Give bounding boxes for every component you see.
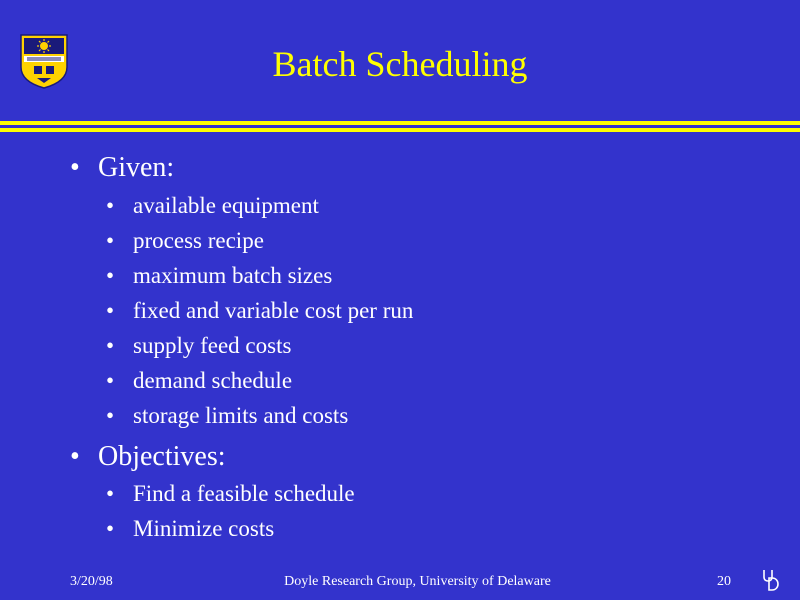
footer-organization: Doyle Research Group, University of Delaware [284,574,551,589]
objectives-list [106,476,355,546]
title-divider-top [0,121,800,125]
bullet-icon: • [106,298,115,323]
bullet-icon: • [106,228,115,253]
section-heading-objectives [70,441,226,473]
page-number: 20 [717,574,731,589]
section-heading-label: Given: [98,152,175,183]
list-item: • supply feed costs [106,328,413,363]
bullet-icon: • [70,441,80,472]
list-item: • available equipment [106,188,413,223]
bullet-icon: • [106,263,115,288]
list-item: • process recipe [106,223,413,258]
bullet-icon: • [106,516,115,541]
list-item: • Find a feasible schedule [106,476,355,511]
section-heading-label: Objectives: [98,441,226,472]
slide-title: Batch Scheduling [272,44,528,84]
bullet-icon: • [106,403,115,428]
list-item: • maximum batch sizes [106,258,413,293]
ud-monogram-icon [762,569,780,591]
bullet-icon: • [106,368,115,393]
section-heading-given [70,152,174,184]
list-item: • storage limits and costs [106,398,413,433]
list-item: • fixed and variable cost per run [106,293,413,328]
title-divider-bottom [0,128,800,132]
given-list [106,188,413,433]
bullet-icon: • [106,481,115,506]
list-item: • demand schedule [106,363,413,398]
list-item: • Minimize costs [106,511,355,546]
bullet-icon: • [106,333,115,358]
bullet-icon: • [106,193,115,218]
footer-date: 3/20/98 [70,574,113,589]
bullet-icon: • [70,152,80,183]
